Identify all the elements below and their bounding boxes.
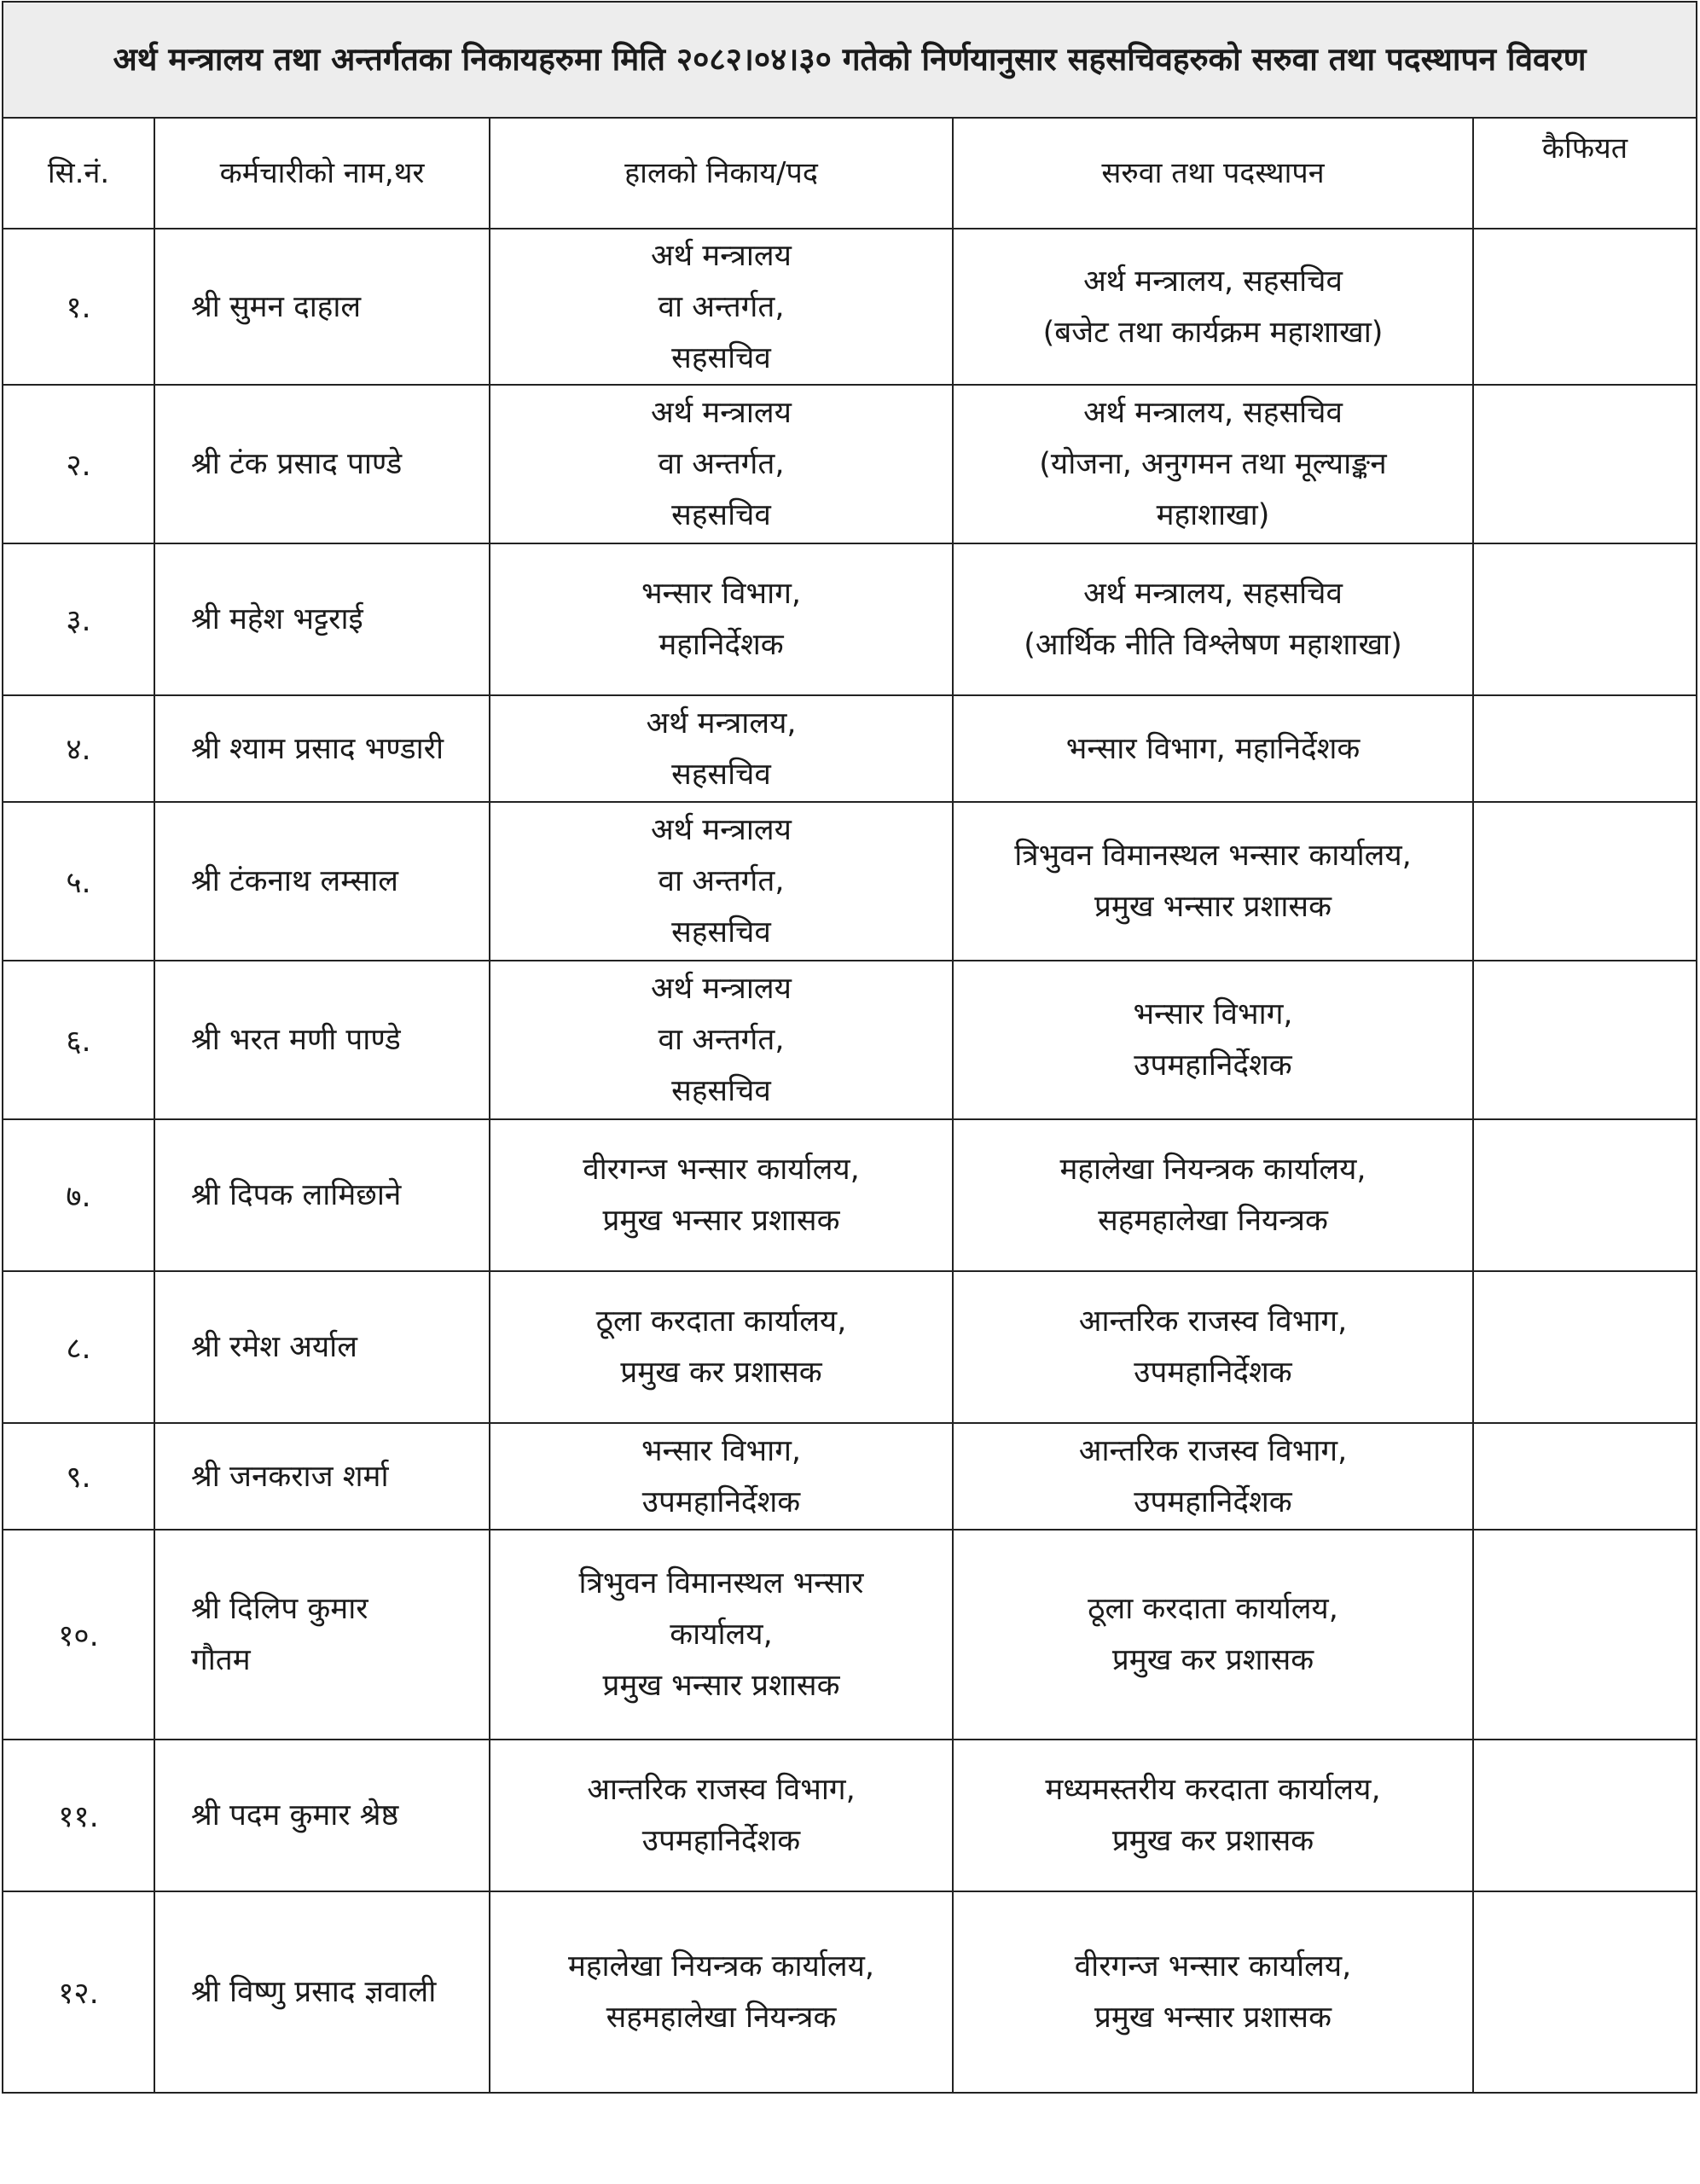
row-current-office: अर्थ मन्त्रालय वा अन्तर्गत, सहसचिव	[490, 961, 953, 1119]
row-remarks	[1473, 229, 1697, 385]
row-serial-number: ४.	[3, 695, 154, 802]
row-employee-name: श्री महेश भट्टराई	[154, 543, 490, 695]
row-remarks	[1473, 1740, 1697, 1891]
row-serial-number: ५.	[3, 802, 154, 961]
row-serial-number: ९.	[3, 1423, 154, 1530]
table-row	[3, 1119, 1697, 1271]
row-new-posting: आन्तरिक राजस्व विभाग, उपमहानिर्देशक	[953, 1271, 1473, 1423]
row-new-posting: अर्थ मन्त्रालय, सहसचिव (बजेट तथा कार्यक्रम महाशाखा)	[953, 229, 1473, 385]
row-current-office: भन्सार विभाग, महानिर्देशक	[490, 543, 953, 695]
row-employee-name: श्री टंक प्रसाद पाण्डे	[154, 385, 490, 543]
row-remarks	[1473, 543, 1697, 695]
row-current-office: अर्थ मन्त्रालय वा अन्तर्गत, सहसचिव	[490, 229, 953, 385]
row-new-posting: मध्यमस्तरीय करदाता कार्यालय, प्रमुख कर प्रशासक	[953, 1740, 1473, 1891]
row-remarks	[1473, 802, 1697, 961]
row-new-posting: वीरगन्ज भन्सार कार्यालय, प्रमुख भन्सार प्रशासक	[953, 1891, 1473, 2093]
column-header-posting: सरुवा तथा पदस्थापन	[953, 118, 1473, 229]
row-current-office: अर्थ मन्त्रालय, सहसचिव	[490, 695, 953, 802]
table-row	[3, 1740, 1697, 1891]
row-remarks	[1473, 1119, 1697, 1271]
column-header-sn: सि.नं.	[3, 118, 154, 229]
row-new-posting: अर्थ मन्त्रालय, सहसचिव (योजना, अनुगमन तथा मूल्याङ्कन महाशाखा)	[953, 385, 1473, 543]
row-new-posting: महालेखा नियन्त्रक कार्यालय, सहमहालेखा नियन्त्रक	[953, 1119, 1473, 1271]
table-row	[3, 385, 1697, 543]
table-row	[3, 802, 1697, 961]
table-row	[3, 1891, 1697, 2093]
row-remarks	[1473, 385, 1697, 543]
row-new-posting: भन्सार विभाग, उपमहानिर्देशक	[953, 961, 1473, 1119]
row-remarks	[1473, 1530, 1697, 1740]
row-employee-name: श्री सुमन दाहाल	[154, 229, 490, 385]
table-row	[3, 1423, 1697, 1530]
table-row	[3, 229, 1697, 385]
row-employee-name: श्री जनकराज शर्मा	[154, 1423, 490, 1530]
row-new-posting: अर्थ मन्त्रालय, सहसचिव (आर्थिक नीति विश्लेषण महाशाखा)	[953, 543, 1473, 695]
row-serial-number: १२.	[3, 1891, 154, 2093]
table-row	[3, 695, 1697, 802]
row-serial-number: ३.	[3, 543, 154, 695]
row-current-office: त्रिभुवन विमानस्थल भन्सार कार्यालय, प्रमुख भन्सार प्रशासक	[490, 1530, 953, 1740]
row-employee-name: श्री रमेश अर्याल	[154, 1271, 490, 1423]
row-remarks	[1473, 1891, 1697, 2093]
table-body	[3, 229, 1697, 2093]
transfer-table	[2, 1, 1697, 2094]
row-new-posting: भन्सार विभाग, महानिर्देशक	[953, 695, 1473, 802]
row-new-posting: आन्तरिक राजस्व विभाग, उपमहानिर्देशक	[953, 1423, 1473, 1530]
row-new-posting: त्रिभुवन विमानस्थल भन्सार कार्यालय, प्रमुख भन्सार प्रशासक	[953, 802, 1473, 961]
column-header-name: कर्मचारीको नाम,थर	[154, 118, 490, 229]
row-serial-number: ७.	[3, 1119, 154, 1271]
table-row	[3, 543, 1697, 695]
column-header-current: हालको निकाय/पद	[490, 118, 953, 229]
row-remarks	[1473, 695, 1697, 802]
header-row	[3, 118, 1697, 229]
row-employee-name: श्री टंकनाथ लम्साल	[154, 802, 490, 961]
table-row	[3, 961, 1697, 1119]
row-serial-number: ११.	[3, 1740, 154, 1891]
row-serial-number: ८.	[3, 1271, 154, 1423]
row-serial-number: ६.	[3, 961, 154, 1119]
row-current-office: आन्तरिक राजस्व विभाग, उपमहानिर्देशक	[490, 1740, 953, 1891]
row-current-office: वीरगन्ज भन्सार कार्यालय, प्रमुख भन्सार प्रशासक	[490, 1119, 953, 1271]
row-remarks	[1473, 961, 1697, 1119]
row-employee-name: श्री विष्णु प्रसाद ज्ञवाली	[154, 1891, 490, 2093]
row-new-posting: ठूला करदाता कार्यालय, प्रमुख कर प्रशासक	[953, 1530, 1473, 1740]
document-title: अर्थ मन्त्रालय तथा अन्तर्गतका निकायहरुमा मिति २०८२।०४।३० गतेको निर्णयानुसार सहसचिवहरुको सरुवा तथा पदस्थापन विवरण	[3, 2, 1697, 118]
column-header-remarks: कैफियत	[1473, 118, 1697, 229]
row-serial-number: १.	[3, 229, 154, 385]
row-serial-number: २.	[3, 385, 154, 543]
row-employee-name: श्री श्याम प्रसाद भण्डारी	[154, 695, 490, 802]
row-remarks	[1473, 1271, 1697, 1423]
row-current-office: भन्सार विभाग, उपमहानिर्देशक	[490, 1423, 953, 1530]
row-employee-name: श्री दिपक लामिछाने	[154, 1119, 490, 1271]
row-employee-name: श्री पदम कुमार श्रेष्ठ	[154, 1740, 490, 1891]
row-current-office: महालेखा नियन्त्रक कार्यालय, सहमहालेखा नियन्त्रक	[490, 1891, 953, 2093]
table-row	[3, 1530, 1697, 1740]
row-serial-number: १०.	[3, 1530, 154, 1740]
row-employee-name: श्री दिलिप कुमार गौतम	[154, 1530, 490, 1740]
row-employee-name: श्री भरत मणी पाण्डे	[154, 961, 490, 1119]
row-current-office: ठूला करदाता कार्यालय, प्रमुख कर प्रशासक	[490, 1271, 953, 1423]
table-row	[3, 1271, 1697, 1423]
row-current-office: अर्थ मन्त्रालय वा अन्तर्गत, सहसचिव	[490, 802, 953, 961]
row-current-office: अर्थ मन्त्रालय वा अन्तर्गत, सहसचिव	[490, 385, 953, 543]
row-remarks	[1473, 1423, 1697, 1530]
